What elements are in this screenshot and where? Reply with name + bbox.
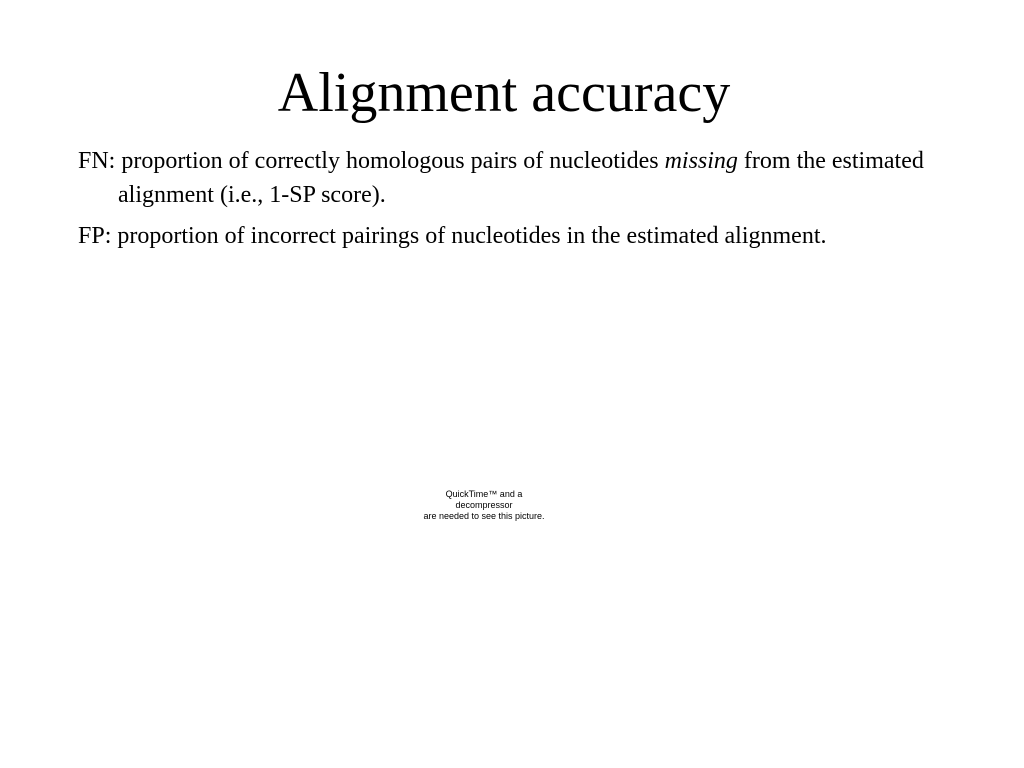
quicktime-placeholder <box>396 489 572 522</box>
placeholder-line-1: QuickTime™ and a <box>445 489 523 499</box>
bullet-fn-text-end: from the estimated alignment (i.e., 1-SP score). <box>118 148 924 208</box>
bullet-fp <box>78 219 958 253</box>
bullet-fn-text-start: FN: proportion of correctly homologous pairs of nucleotides <box>78 148 665 174</box>
bullet-list <box>78 144 958 260</box>
placeholder-line-2: decompressor <box>455 500 513 510</box>
placeholder-line-3: are needed to see this picture. <box>423 511 545 521</box>
bullet-fn-emphasis: missing <box>664 148 738 174</box>
bullet-fn <box>78 144 958 212</box>
slide-title: Alignment accuracy <box>277 62 731 124</box>
bullet-fp-text: FP: proportion of incorrect pairings of nucleotides in the estimated alignment. <box>78 223 827 249</box>
